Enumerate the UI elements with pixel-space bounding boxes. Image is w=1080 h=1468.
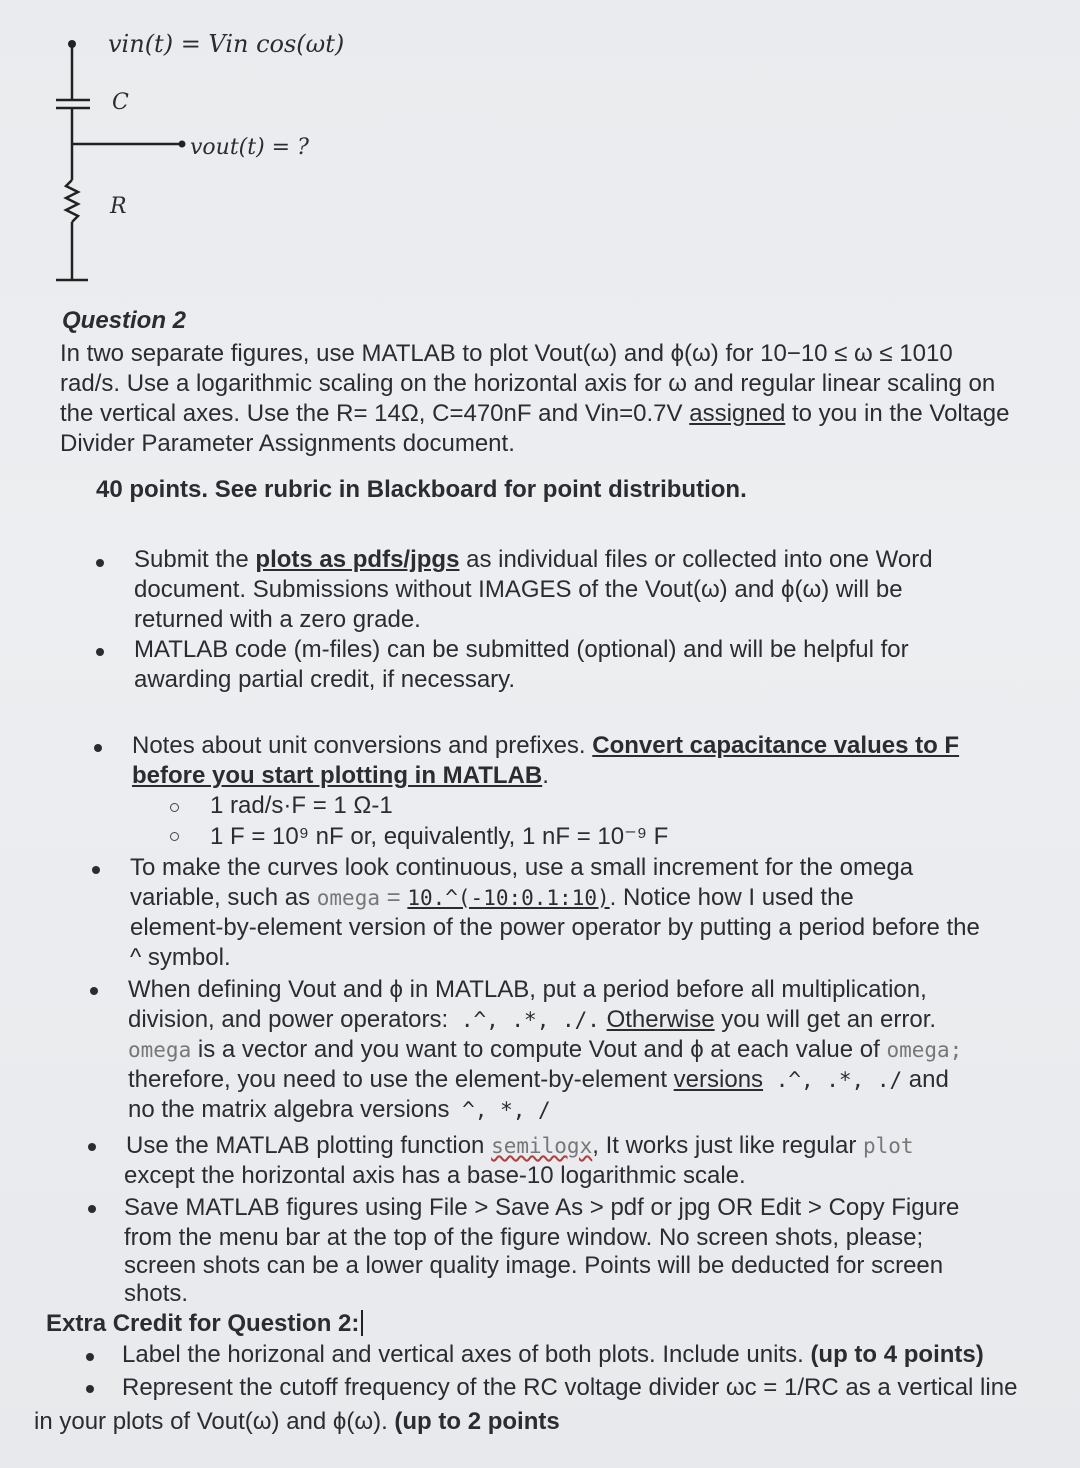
save-bullet-line-1: Save MATLAB figures using File > Save As > pdf or jpg OR Edit > Copy Figure (124, 1194, 960, 1221)
extra-credit-title: Extra Credit for Question 2: (46, 1310, 363, 1338)
omega-bullet-line-4: ^ symbol. (130, 944, 231, 971)
capacitor-label: C (112, 90, 129, 115)
operators-bullet-line-5: no the matrix algebra versions ^, *, / (128, 1096, 551, 1123)
text-cursor (361, 1310, 363, 1336)
plots-pdfs-link[interactable]: plots as pdfs/jpgs (255, 546, 460, 573)
conversion-rad-s-f: 1 rad/s·F = 1 Ω-1 (210, 792, 393, 819)
bullet-dot (88, 1143, 96, 1151)
assigned-link[interactable]: assigned (689, 400, 786, 427)
bullet-dot (90, 987, 98, 995)
operators-bullet-line-1: When defining Vout and ϕ in MATLAB, put a period before all multiplication, (128, 976, 927, 1003)
omega-range-code: 10.^(-10:0.1:10) (407, 886, 610, 910)
omega-bullet-line-2: variable, such as omega = 10.^(-10:0.1:10). Notice how I used the (130, 884, 854, 911)
question-title: Question 2 (62, 307, 187, 334)
operators-bullet-line-2: division, and power operators: .^, .*, ./. Otherwise you will get an error. (128, 1006, 937, 1033)
bullet-dot (86, 1385, 94, 1393)
submit-bullet-line-3: returned with a zero grade. (134, 606, 421, 633)
submit-bullet-line-2: document. Submissions without IMAGES of the Vout(ω) and ϕ(ω) will be (134, 576, 903, 603)
points-line: 40 points. See rubric in Blackboard for point distribution. (96, 476, 747, 503)
resistor-label: R (110, 194, 127, 219)
notes-bullet-line-1: Notes about unit conversions and prefixes. Convert capacitance values to F (132, 732, 960, 759)
semilogx-bullet-line-1: Use the MATLAB plotting function semilogx, It works just like regular plot (126, 1132, 914, 1159)
operators-bullet-line-3: omega is a vector and you want to compute Vout and ϕ at each value of omega; (128, 1036, 963, 1063)
bullet-dot (86, 1353, 94, 1361)
semilogx-code: semilogx (491, 1134, 593, 1158)
operators-bullet-line-4: therefore, you need to use the element-by-element versions .^, .*, ./ and (128, 1066, 949, 1093)
question-text-line-1: In two separate figures, use MATLAB to plot Vout(ω) and ϕ(ω) for 10−10 ≤ ω ≤ 1010 (60, 340, 953, 367)
mfile-bullet-line-2: awarding partial credit, if necessary. (134, 666, 516, 693)
conversion-f-nf: 1 F = 10⁹ nF or, equivalently, 1 nF = 10⁻⁹ F (210, 823, 669, 850)
question-text-line-3: the vertical axes. Use the R= 14Ω, C=470nF and Vin=0.7V assigned to you in the Voltage (60, 400, 1010, 427)
save-bullet-line-4: shots. (124, 1280, 189, 1307)
question-text-line-4: Divider Parameter Assignments document. (60, 430, 515, 457)
save-bullet-line-3: screen shots can be a lower quality image. Points will be deducted for screen (124, 1252, 944, 1279)
semilogx-bullet-line-2: except the horizontal axis has a base-10 logarithmic scale. (124, 1162, 746, 1189)
omega-code: omega (316, 886, 380, 910)
bullet-dot (92, 866, 100, 874)
mfile-bullet-line-1: MATLAB code (m-files) can be submitted (optional) and will be helpful for (134, 636, 909, 663)
omega-bullet-line-1: To make the curves look continuous, use a small increment for the omega (130, 854, 914, 881)
omega-bullet-line-3: element-by-element version of the power operator by putting a period before the (130, 914, 980, 941)
bullet-dot (94, 744, 102, 752)
submit-bullet-line-1: Submit the plots as pdfs/jpgs as individual files or collected into one Word (134, 546, 933, 573)
bullet-dot (88, 1205, 96, 1213)
bullet-dot (96, 559, 104, 567)
bullet-dot (96, 648, 104, 656)
vout-equation: vout(t) = ? (190, 135, 309, 160)
sub-bullet-ring (170, 832, 179, 841)
vin-equation: vin(t) = Vin cos(ωt) (108, 30, 345, 58)
question-text-line-2: rad/s. Use a logarithmic scaling on the horizontal axis for ω and regular linear scaling on (60, 370, 996, 397)
extra-credit-line-3: in your plots of Vout(ω) and ϕ(ω). (up to 2 points (34, 1408, 560, 1435)
notes-bullet-line-2: before you start plotting in MATLAB. (132, 762, 549, 789)
extra-credit-line-2: Represent the cutoff frequency of the RC voltage divider ωc = 1/RC as a vertical line (122, 1374, 1018, 1401)
extra-credit-line-1: Label the horizonal and vertical axes of both plots. Include units. (up to 4 points) (122, 1341, 984, 1368)
sub-bullet-ring (170, 803, 179, 812)
save-bullet-line-2: from the menu bar at the top of the figure window. No screen shots, please; (124, 1224, 924, 1251)
